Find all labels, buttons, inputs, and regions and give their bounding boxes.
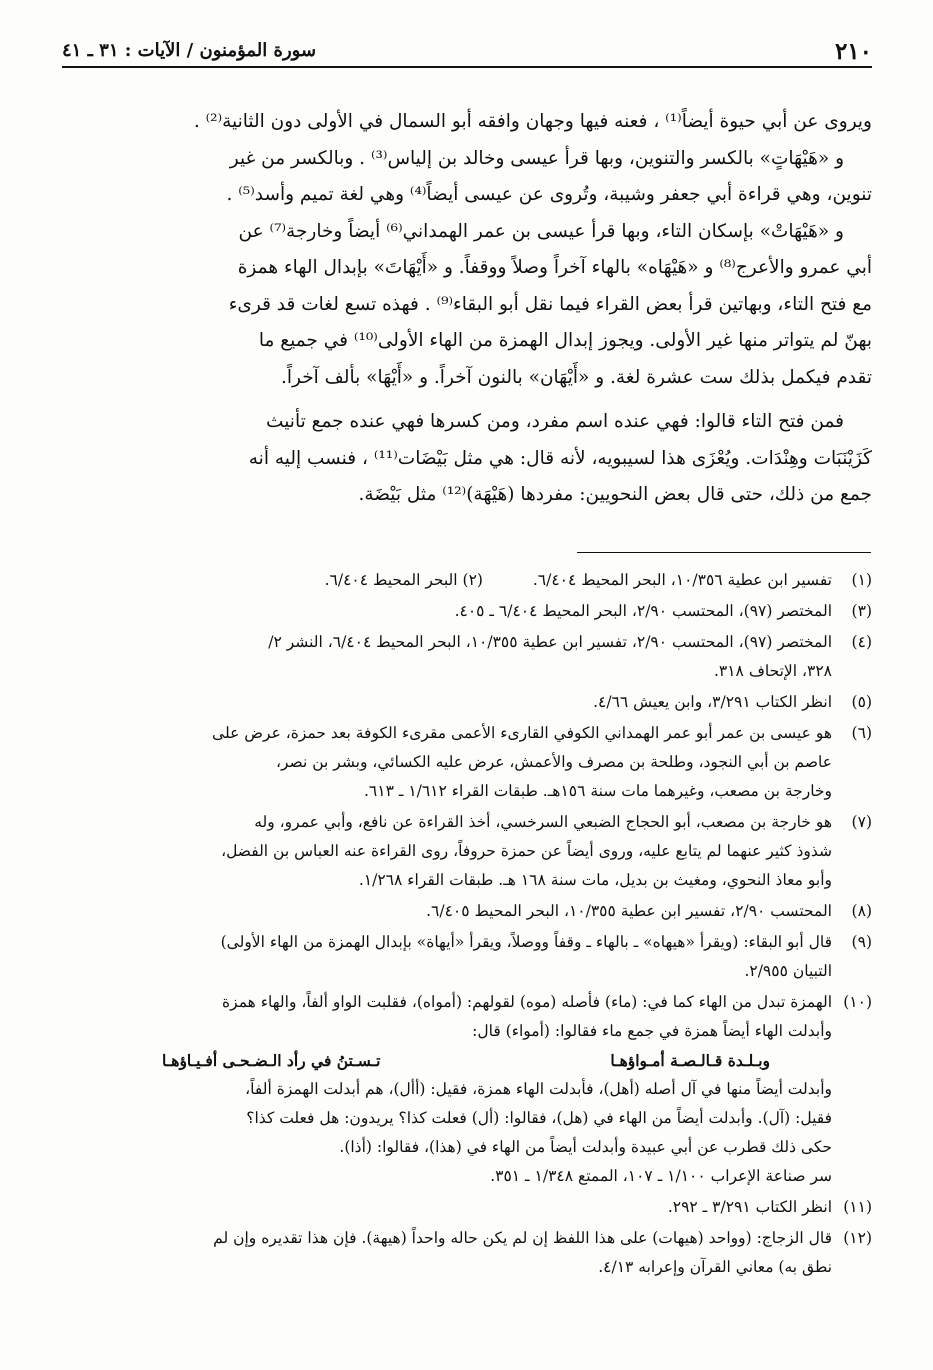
text-line: بهنّ لم يتواتر منها غير الأولى. ويجوز إبدال الهمزة من الهاء الأولى⁽¹⁰⁾ في جميع ما bbox=[258, 330, 872, 351]
footnote-text: المختصر (٩٧)، المحتسب ٢/٩٠، البحر المحيط ٦/٤٠٤ ـ ٤٠٥. bbox=[454, 602, 832, 620]
footnote-number: (٨) bbox=[851, 902, 872, 920]
footnote-text: قال الزجاج: (وواحد (هيهات) على هذا اللفظ إن لم يكن حاله واحداً (هيهة). فإن هذا تقديره وإن لم bbox=[213, 1229, 832, 1247]
footnote-text: سر صناعة الإعراب ١/١٠٠ ـ ١٠٧، الممتع ١/٣٤٨ ـ ٣٥١. bbox=[490, 1167, 832, 1185]
footnote-text: فقيل: (آل). وأبدلت أيضاً من الهاء في (هل)، فقالوا: (أل) فعلت كذا؟ يريدون: هل فعلت كذا؟ bbox=[246, 1109, 832, 1127]
footnote-text: تفسير ابن عطية ١٠/٣٥٦، البحر المحيط ٦/٤٠٤. bbox=[532, 571, 832, 589]
footnotes bbox=[62, 566, 872, 1284]
footnote-number: (٤) bbox=[851, 633, 872, 651]
footnote-separator bbox=[577, 552, 871, 553]
footnote-text: عاصم بن أبي النجود، وطلحة بن مصرف والأعمش، عرض عليه الكسائي، وبشر بن نصر، bbox=[275, 753, 832, 771]
footnote-text: وأبو معاذ النحوي، ومغيث بن بديل، مات سنة ١٦٨ هـ. طبقات القراء ١/٢٦٨. bbox=[358, 871, 832, 889]
footnote bbox=[62, 897, 872, 926]
text-line: جمع من ذلك، حتى قال بعض النحويين: مفردها (هَيْهَة)⁽¹²⁾ مثل بَيْضَة. bbox=[358, 484, 872, 505]
footnote-text: المحتسب ٢/٩٠، تفسير ابن عطية ١٠/٣٥٥، البحر المحيط ٦/٤٠٥. bbox=[426, 902, 832, 920]
poem-hemistich: تـسـتنُ في رأد الـضـحـى أفـيـاؤهـا bbox=[162, 1051, 381, 1070]
text-line: فمن فتح التاء قالوا: فهي عنده اسم مفرد، ومن كسرها فهي عنده جمع تأنيث bbox=[266, 411, 844, 432]
footnote-number: (٦) bbox=[851, 724, 872, 742]
footnote-text: انظر الكتاب ٣/٢٩١، وابن يعيش ٤/٦٦. bbox=[593, 693, 832, 711]
footnote-text: نطق به) معاني القرآن وإعرابه ٤/١٣. bbox=[598, 1258, 832, 1276]
paragraph-2 bbox=[62, 404, 872, 514]
footnote bbox=[62, 988, 872, 1191]
poem-hemistich: وبـلـدة قـالـصـة أمـواؤهـا bbox=[610, 1051, 770, 1070]
footnote-text: انظر الكتاب ٣/٢٩١ ـ ٢٩٢. bbox=[667, 1198, 832, 1216]
footnote-text: هو خارجة بن مصعب، أبو الحجاج الضبعي السرخسي، أخذ القراءة عن نافع، وأبي عمرو، وله bbox=[254, 813, 832, 831]
footnote bbox=[62, 719, 872, 806]
footnote-text: الهمزة تبدل من الهاء كما في: (ماء) فأصله (موه) لقولهم: (أمواه)، فقلبت الواو ألفاً، والهاء همزة bbox=[222, 993, 832, 1011]
header-rule bbox=[62, 66, 872, 68]
text-line: أبي عمرو والأعرج⁽⁸⁾ و «هَيْهَاه» بالهاء آخراً وصلاً ووقفاً. و «أَيْهَاتَ» بإبدال الهاء همزة bbox=[237, 257, 872, 278]
page-header bbox=[62, 36, 872, 76]
poem-verse bbox=[62, 1046, 832, 1075]
footnote-text: هو عيسى بن عمر أبو عمر الهمداني الكوفي القارىء الأعمى مقرىء الكوفة بعد حمزة، عرض على bbox=[212, 724, 832, 742]
footnote-text: البحر المحيط ٦/٤٠٤. bbox=[324, 571, 458, 589]
main-text bbox=[62, 104, 872, 514]
footnote-number: (٣) bbox=[851, 602, 872, 620]
text-line: و «هَيْهَاتْ» بإسكان التاء، وبها قرأ عيسى بن عمر الهمداني⁽⁶⁾ أيضاً وخارجة⁽⁷⁾ عن bbox=[238, 220, 844, 242]
text-line: كَزَيْنَبَات وهِنْدَات. ويُعْزَى هذا لسيبويه، لأنه قال: هي مثل بَيْضَات⁽¹¹⁾ ، فنسب إليه أنه bbox=[248, 447, 872, 469]
text-line: ويروى عن أبي حيوة أيضاً⁽¹⁾ ، فعنه فيها وجهان وافقه أبو السمال في الأولى دون الثانية⁽²⁾ . bbox=[193, 111, 872, 132]
footnote-text: التبيان ٢/٩٥٥. bbox=[744, 962, 832, 980]
footnote bbox=[62, 808, 872, 895]
footnote-text: قال أبو البقاء: (ويقرأ «هيهاه» ـ بالهاء ـ وقفاً ووصلاً، ويقرأ «أيهاة» بإبدال الهمزة من الهاء الأولى) bbox=[220, 933, 832, 951]
footnote bbox=[62, 688, 872, 717]
footnote-number: (١٠) bbox=[843, 993, 872, 1011]
footnote bbox=[62, 1224, 872, 1282]
footnote bbox=[62, 628, 872, 686]
footnote-text: وأبدلت أيضاً منها في آل أصله (أهل)، فأبدلت الهاء همزة، فقيل: (أأل)، هم أبدلت الهمزة ألفاً، bbox=[245, 1080, 832, 1098]
footnote-text: المختصر (٩٧)، المحتسب ٢/٩٠، تفسير ابن عطية ١٠/٣٥٥، البحر المحيط ٦/٤٠٤، النشر ٢/ bbox=[268, 633, 832, 651]
paragraph-1 bbox=[62, 104, 872, 396]
footnote-number: (١١) bbox=[843, 1198, 872, 1216]
footnote-text: شذوذ كثير عنهما لم يتابع عليه، وروى أيضاً عن حمزة حروفاً، روى القراءة عنه العباس بن الفضل، bbox=[221, 842, 832, 860]
running-title: سورة المؤمنون / الآيات : ٣١ ـ ٤١ bbox=[62, 40, 317, 61]
footnote bbox=[62, 1193, 872, 1222]
page-number: ٢١٠ bbox=[834, 38, 872, 65]
footnote-number: (١٢) bbox=[843, 1229, 872, 1247]
footnote bbox=[62, 928, 872, 986]
text-line: مع فتح التاء، وبهاتين قرأ بعض القراء فيما نقل أبو البقاء⁽⁹⁾ . فهذه تسع لغات قد قرىء bbox=[228, 293, 872, 315]
footnote-text: ٣٢٨، الإتحاف ٣١٨. bbox=[713, 662, 832, 680]
footnote-number: (٩) bbox=[851, 933, 872, 951]
footnote-number: (١) bbox=[851, 571, 872, 589]
footnote-number: (٢) bbox=[462, 571, 483, 589]
text-line: تنوين، وهي قراءة أبي جعفر وشيبة، وتُروى عن عيسى أيضاً⁽⁴⁾ وهي لغة تميم وأسد⁽⁵⁾ . bbox=[226, 184, 872, 205]
footnote bbox=[62, 597, 872, 626]
footnote-text: وأبدلت الهاء أيضاً همزة في جمع ماء فقالوا: (أمواء) قال: bbox=[472, 1022, 832, 1040]
text-line: تقدم فيكمل بذلك ست عشرة لغة. و «أَيْهَان» بالنون آخراً. و «أَيْهَا» بألف آخراً. bbox=[281, 366, 872, 388]
footnote-number: (٧) bbox=[851, 813, 872, 831]
footnote bbox=[62, 566, 872, 595]
text-line: و «هَيْهَاتٍ» بالكسر والتنوين، وبها قرأ عيسى وخالد بن إلياس⁽³⁾ . وبالكسر من غير bbox=[229, 147, 844, 169]
footnote-text: حكى ذلك قطرب عن أبي عبيدة وأبدلت أيضاً من الهاء في (هذا)، فقالوا: (أذا). bbox=[339, 1138, 832, 1156]
footnote-text: وخارجة بن مصعب، وغيرهما مات سنة ١٥٦هـ. طبقات القراء ١/٦١٢ ـ ٦١٣. bbox=[363, 782, 832, 800]
footnote-number: (٥) bbox=[851, 693, 872, 711]
